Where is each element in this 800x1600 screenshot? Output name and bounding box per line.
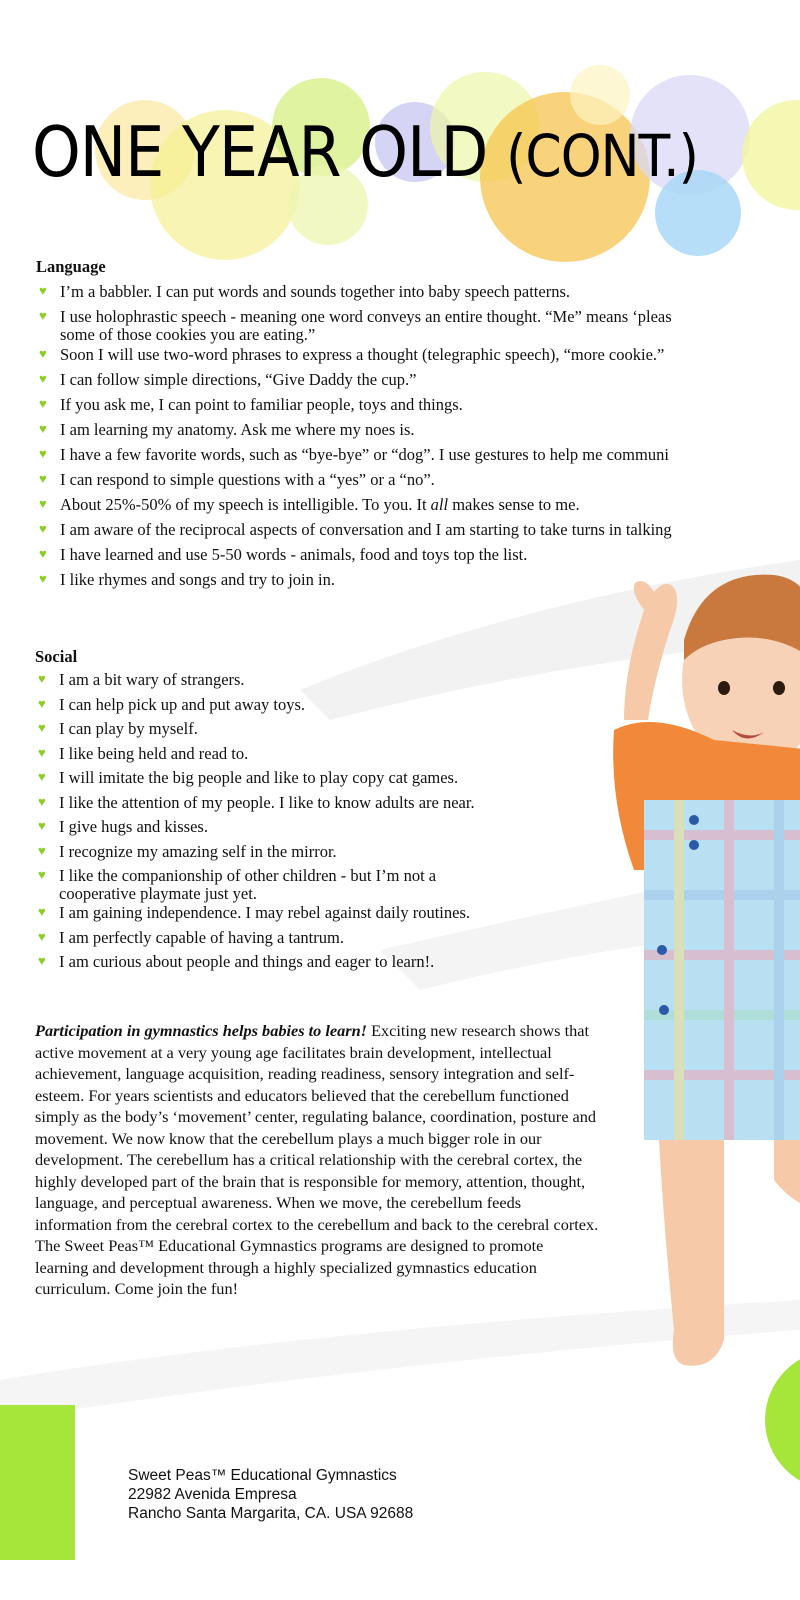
list-item <box>35 794 475 819</box>
item-text: I can respond to simple questions with a “yes” or a “no”. <box>60 470 435 489</box>
toddler-photo <box>574 570 800 1375</box>
list-item <box>36 421 672 446</box>
heart-icon: ♥ <box>38 695 46 711</box>
item-text: I am a bit wary of strangers. <box>59 670 245 689</box>
heart-icon: ♥ <box>38 818 46 833</box>
item-text-continued: cooperative playmate just yet. <box>59 884 257 903</box>
item-text: I am curious about people and things and eager to learn!. <box>59 952 435 971</box>
heart-icon: ♥ <box>38 720 46 735</box>
footer-address <box>128 1466 413 1523</box>
item-text: I can follow simple directions, “Give Daddy the cup.” <box>60 370 417 389</box>
heart-icon: ♥ <box>38 904 46 919</box>
page-title <box>32 111 698 194</box>
heart-icon: ♥ <box>39 308 47 323</box>
list-item <box>35 696 475 721</box>
item-text: I use holophrastic speech - meaning one word conveys an entire thought. “Me” means ‘pleas <box>60 307 672 326</box>
list-item <box>35 929 475 954</box>
list-item <box>36 496 672 521</box>
heart-icon: ♥ <box>38 793 46 809</box>
list-item <box>36 471 672 496</box>
heart-icon: ♥ <box>39 546 47 561</box>
item-text: I like the attention of my people. I like to know adults are near. <box>59 792 475 812</box>
item-text: I am learning my anatomy. Ask me where my noes is. <box>60 420 415 439</box>
footer-company: Sweet Peas™ Educational Gymnastics <box>128 1467 397 1484</box>
list-item <box>35 720 475 745</box>
list-item <box>35 818 475 843</box>
list-item <box>36 283 672 308</box>
item-text: Soon I will use two-word phrases to express a thought (telegraphic speech), “more cookie.” <box>60 345 665 364</box>
heart-icon: ♥ <box>39 346 47 361</box>
list-item <box>35 867 475 904</box>
item-text: I like being held and read to. <box>59 743 249 763</box>
footer-city: Rancho Santa Margarita, CA. USA 92688 <box>128 1505 414 1522</box>
heart-icon: ♥ <box>39 371 47 386</box>
language-list <box>36 283 672 596</box>
item-text: I like the companionship of other children - but I’m not a <box>59 866 437 885</box>
item-text: I’m a babbler. I can put words and sounds together into baby speech patterns. <box>60 282 570 301</box>
item-text: I am perfectly capable of having a tantrum. <box>59 927 344 947</box>
heart-icon: ♥ <box>39 521 47 536</box>
title-sub: (CONT.) <box>506 123 698 191</box>
list-item <box>36 521 672 546</box>
list-item <box>35 843 475 868</box>
item-text: I like rhymes and songs and try to join in. <box>60 570 335 589</box>
heart-icon: ♥ <box>38 867 46 882</box>
language-heading: Language <box>36 257 106 276</box>
green-accent-block <box>0 1405 75 1560</box>
heart-icon: ♥ <box>39 471 47 486</box>
list-item <box>36 546 672 571</box>
bubble <box>570 65 630 125</box>
heart-icon: ♥ <box>39 446 47 461</box>
item-text: I can play by myself. <box>59 719 198 738</box>
list-item <box>35 769 475 794</box>
item-text-continued: some of those cookies you are eating.” <box>60 325 316 344</box>
item-text: If you ask me, I can point to familiar people, toys and things. <box>60 395 463 414</box>
list-item <box>36 346 672 371</box>
list-item <box>35 904 475 929</box>
list-item <box>36 371 672 396</box>
item-text: I give hugs and kisses. <box>59 817 208 836</box>
heart-icon: ♥ <box>39 571 47 586</box>
heart-icon: ♥ <box>38 928 46 944</box>
item-text: I have a few favorite words, such as “bye-bye” or “dog”. I use gestures to help me communi <box>60 445 669 464</box>
item-text: About 25%-50% of my speech is intelligible. To you. It all makes sense to me. <box>60 495 580 514</box>
list-item <box>36 446 672 471</box>
paragraph-lead: Participation in gymnastics helps babies to learn! <box>35 1021 367 1040</box>
gymnastics-paragraph <box>35 1020 600 1300</box>
heart-icon: ♥ <box>39 396 47 411</box>
heart-icon: ♥ <box>38 953 46 968</box>
item-text: I can help pick up and put away toys. <box>59 694 306 714</box>
heart-icon: ♥ <box>38 671 46 686</box>
list-item <box>35 745 475 770</box>
item-text: I have learned and use 5-50 words - animals, food and toys top the list. <box>60 545 528 564</box>
list-item <box>35 671 475 696</box>
heart-icon: ♥ <box>39 283 47 298</box>
social-list <box>35 671 475 978</box>
title-main: ONE YEAR OLD <box>32 111 488 194</box>
list-item <box>36 308 672 346</box>
heart-icon: ♥ <box>38 744 46 760</box>
heart-icon: ♥ <box>38 769 46 784</box>
item-text: I am aware of the reciprocal aspects of conversation and I am starting to take turns in talking <box>60 520 672 539</box>
heart-icon: ♥ <box>38 842 46 858</box>
item-text: I am gaining independence. I may rebel against daily routines. <box>59 903 470 922</box>
list-item <box>35 953 475 978</box>
footer-street: 22982 Avenida Empresa <box>128 1486 297 1503</box>
item-text: I will imitate the big people and like to play copy cat games. <box>59 768 459 787</box>
heart-icon: ♥ <box>39 496 47 511</box>
heart-icon: ♥ <box>39 421 47 436</box>
item-text: I recognize my amazing self in the mirror. <box>59 841 337 861</box>
list-item <box>36 396 672 421</box>
social-heading: Social <box>35 647 78 666</box>
paragraph-body: Exciting new research shows that active movement at a very young age facilitates brain development, intellectual achievement, language acquisition, reading readiness, sensory integration and self-esteem. For years scientists and educators believed that the cerebellum functioned simply as the body’s ‘movement’ center, regulating balance, coordination, posture and movement. We now know that the cerebellum plays a much bigger role in our development. The cerebellum has a critical relationship with the cerebral cortex, the highly developed part of the brain that is responsible for memory, attention, thought, language, and perceptual awareness. When we move, the cerebellum feeds information from the cerebral cortex to the cerebellum and back to the cerebral cortex. The Sweet Peas™ Educational Gymnastics programs are designed to promote learning and development through a highly specialized gymnastics education curriculum. Come join the fun! <box>35 1021 599 1298</box>
